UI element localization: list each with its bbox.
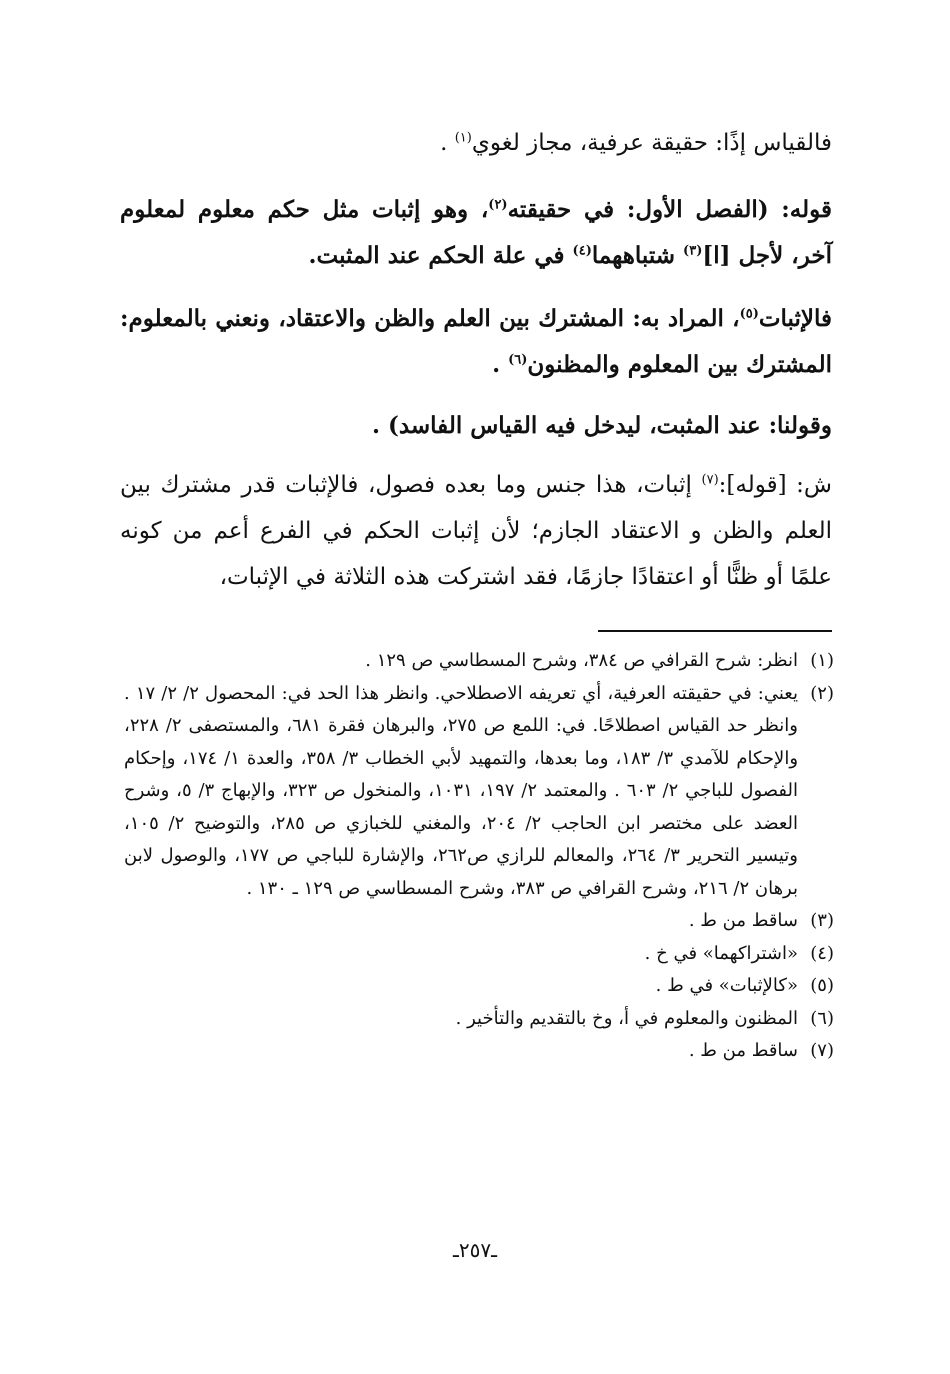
paragraph-2 <box>120 187 832 279</box>
paragraph-1-end: . <box>440 130 455 156</box>
footnote-6 <box>124 1003 834 1036</box>
paragraph-5-part-b: إثبات، هذا جنس وما بعده فصول، فالإثبات قدر مشترك بين العلم والظن و الاعتقاد الجازم؛ لأن إثبات الحكم في الفرع أعم من كونه علمًا أو ظنًّا أو اعتقادًا جازمًا، فقد اشتركت هذه الثلاثة في الإثبات، <box>120 472 832 590</box>
paragraph-3-part-a: فالإثبات <box>758 305 832 332</box>
footnote-2 <box>124 678 834 906</box>
paragraph-1 <box>120 120 832 166</box>
paragraph-4-text: وقولنا: عند المثبت، ليدخل فيه القياس الفاسد) . <box>371 412 832 439</box>
paragraph-3-part-b: ، المراد به: المشترك بين العلم والظن والاعتقاد، ونعني بالمعلوم: المشترك بين المعلوم والمظنون <box>120 305 832 378</box>
footnote-7 <box>124 1035 834 1068</box>
footnote-number: (١) <box>810 650 834 671</box>
paragraph-2-part-d: في علة الحكم عند المثبت. <box>308 242 573 269</box>
footnote-ref-3[interactable]: (٣) <box>683 243 703 259</box>
footnote-4 <box>124 938 834 971</box>
footnote-number: (٦) <box>810 1007 834 1029</box>
footnotes-section <box>124 645 834 1068</box>
footnote-number: (٢) <box>810 682 834 704</box>
footnote-ref-6[interactable]: (٦) <box>508 352 528 368</box>
footnote-number: (٣) <box>810 910 834 931</box>
paragraph-1-text: فالقياس إذًا: حقيقة عرفية، مجاز لغوي <box>471 130 832 156</box>
footnote-ref-4[interactable]: (٤) <box>572 243 592 259</box>
paragraph-4 <box>120 403 832 449</box>
footnote-text: المظنون والمعلوم في أ، وخ بالتقديم والتأخير . <box>455 1007 798 1029</box>
page-number: ـ٢٥٧ـ <box>453 1238 497 1262</box>
paragraph-5-part-a: ش: [قوله]: <box>718 472 832 498</box>
paragraph-2-part-b: ، وهو إثبات مثل حكم معلوم لمعلوم آخر، لأجل [ا] <box>120 196 832 269</box>
footnote-5 <box>124 970 834 1003</box>
footnote-text: «كالإثبات» في ط . <box>655 975 798 996</box>
footnote-number: (٥) <box>810 975 834 996</box>
footnote-1 <box>124 645 834 678</box>
footnote-ref-7[interactable]: (٧) <box>701 472 719 488</box>
footnote-ref-1[interactable]: (١) <box>454 130 472 146</box>
paragraph-2-part-a: قوله: (الفصل الأول: في حقيقته <box>507 196 833 223</box>
footnote-3 <box>124 905 834 938</box>
paragraph-3 <box>120 296 832 388</box>
footnote-text: انظر: شرح القرافي ص ٣٨٤، وشرح المسطاسي ص ١٢٩ . <box>365 650 798 671</box>
footnote-ref-2[interactable]: (٢) <box>488 197 508 213</box>
footnote-text: «اشتراكهما» في خ . <box>644 942 798 964</box>
paragraph-2-part-c: شتباههما <box>591 242 684 269</box>
footnote-divider <box>598 630 832 632</box>
footnote-number: (٤) <box>810 942 834 964</box>
footnote-ref-5[interactable]: (٥) <box>739 306 759 322</box>
footnote-text: يعني: في حقيقته العرفية، أي تعريفه الاصطلاحي. وانظر هذا الحد في: المحصول ٢/ ٢/ ١٧ . وانظر حد القياس اصطلاحًا. في: اللمع ص ٢٧٥، والبرهان فقرة ٦٨١، والمستصفى ٢/ ٢٢٨، والإحكام للآمدي ٣/ ١٨٣، وما بعدها، والتمهيد لأبي الخطاب ٣/ ٣٥٨، والعدة ١/ ١٧٤، وإحكام الفصول للباجي ٢/ ٦٠٣ . والمعتمد ٢/ ١٩٧، ١٠٣١، والمنخول ص ٣٢٣، والإبهاج ٣/ ٥، وشرح العضد على مختصر ابن الحاجب ٢/ ٢٠٤، والمغني للخبازي ص ٢٨٥، والتوضيح ٢/ ١٠٥، وتيسير التحرير ٣/ ٢٦٤، والمعالم للرازي ص٢٦٢، والإشارة للباجي ص ١٧٧، والوصول لابن برهان ٢/ ٢١٦، وشرح القرافي ص ٣٨٣، وشرح المسطاسي ص ١٢٩ ـ ١٣٠ . <box>124 682 799 899</box>
footnote-text: ساقط من ط . <box>688 910 798 931</box>
footnote-text: ساقط من ط . <box>688 1040 798 1061</box>
paragraph-3-part-c: . <box>492 351 509 378</box>
footnote-number: (٧) <box>810 1040 834 1061</box>
paragraph-5 <box>120 462 832 600</box>
